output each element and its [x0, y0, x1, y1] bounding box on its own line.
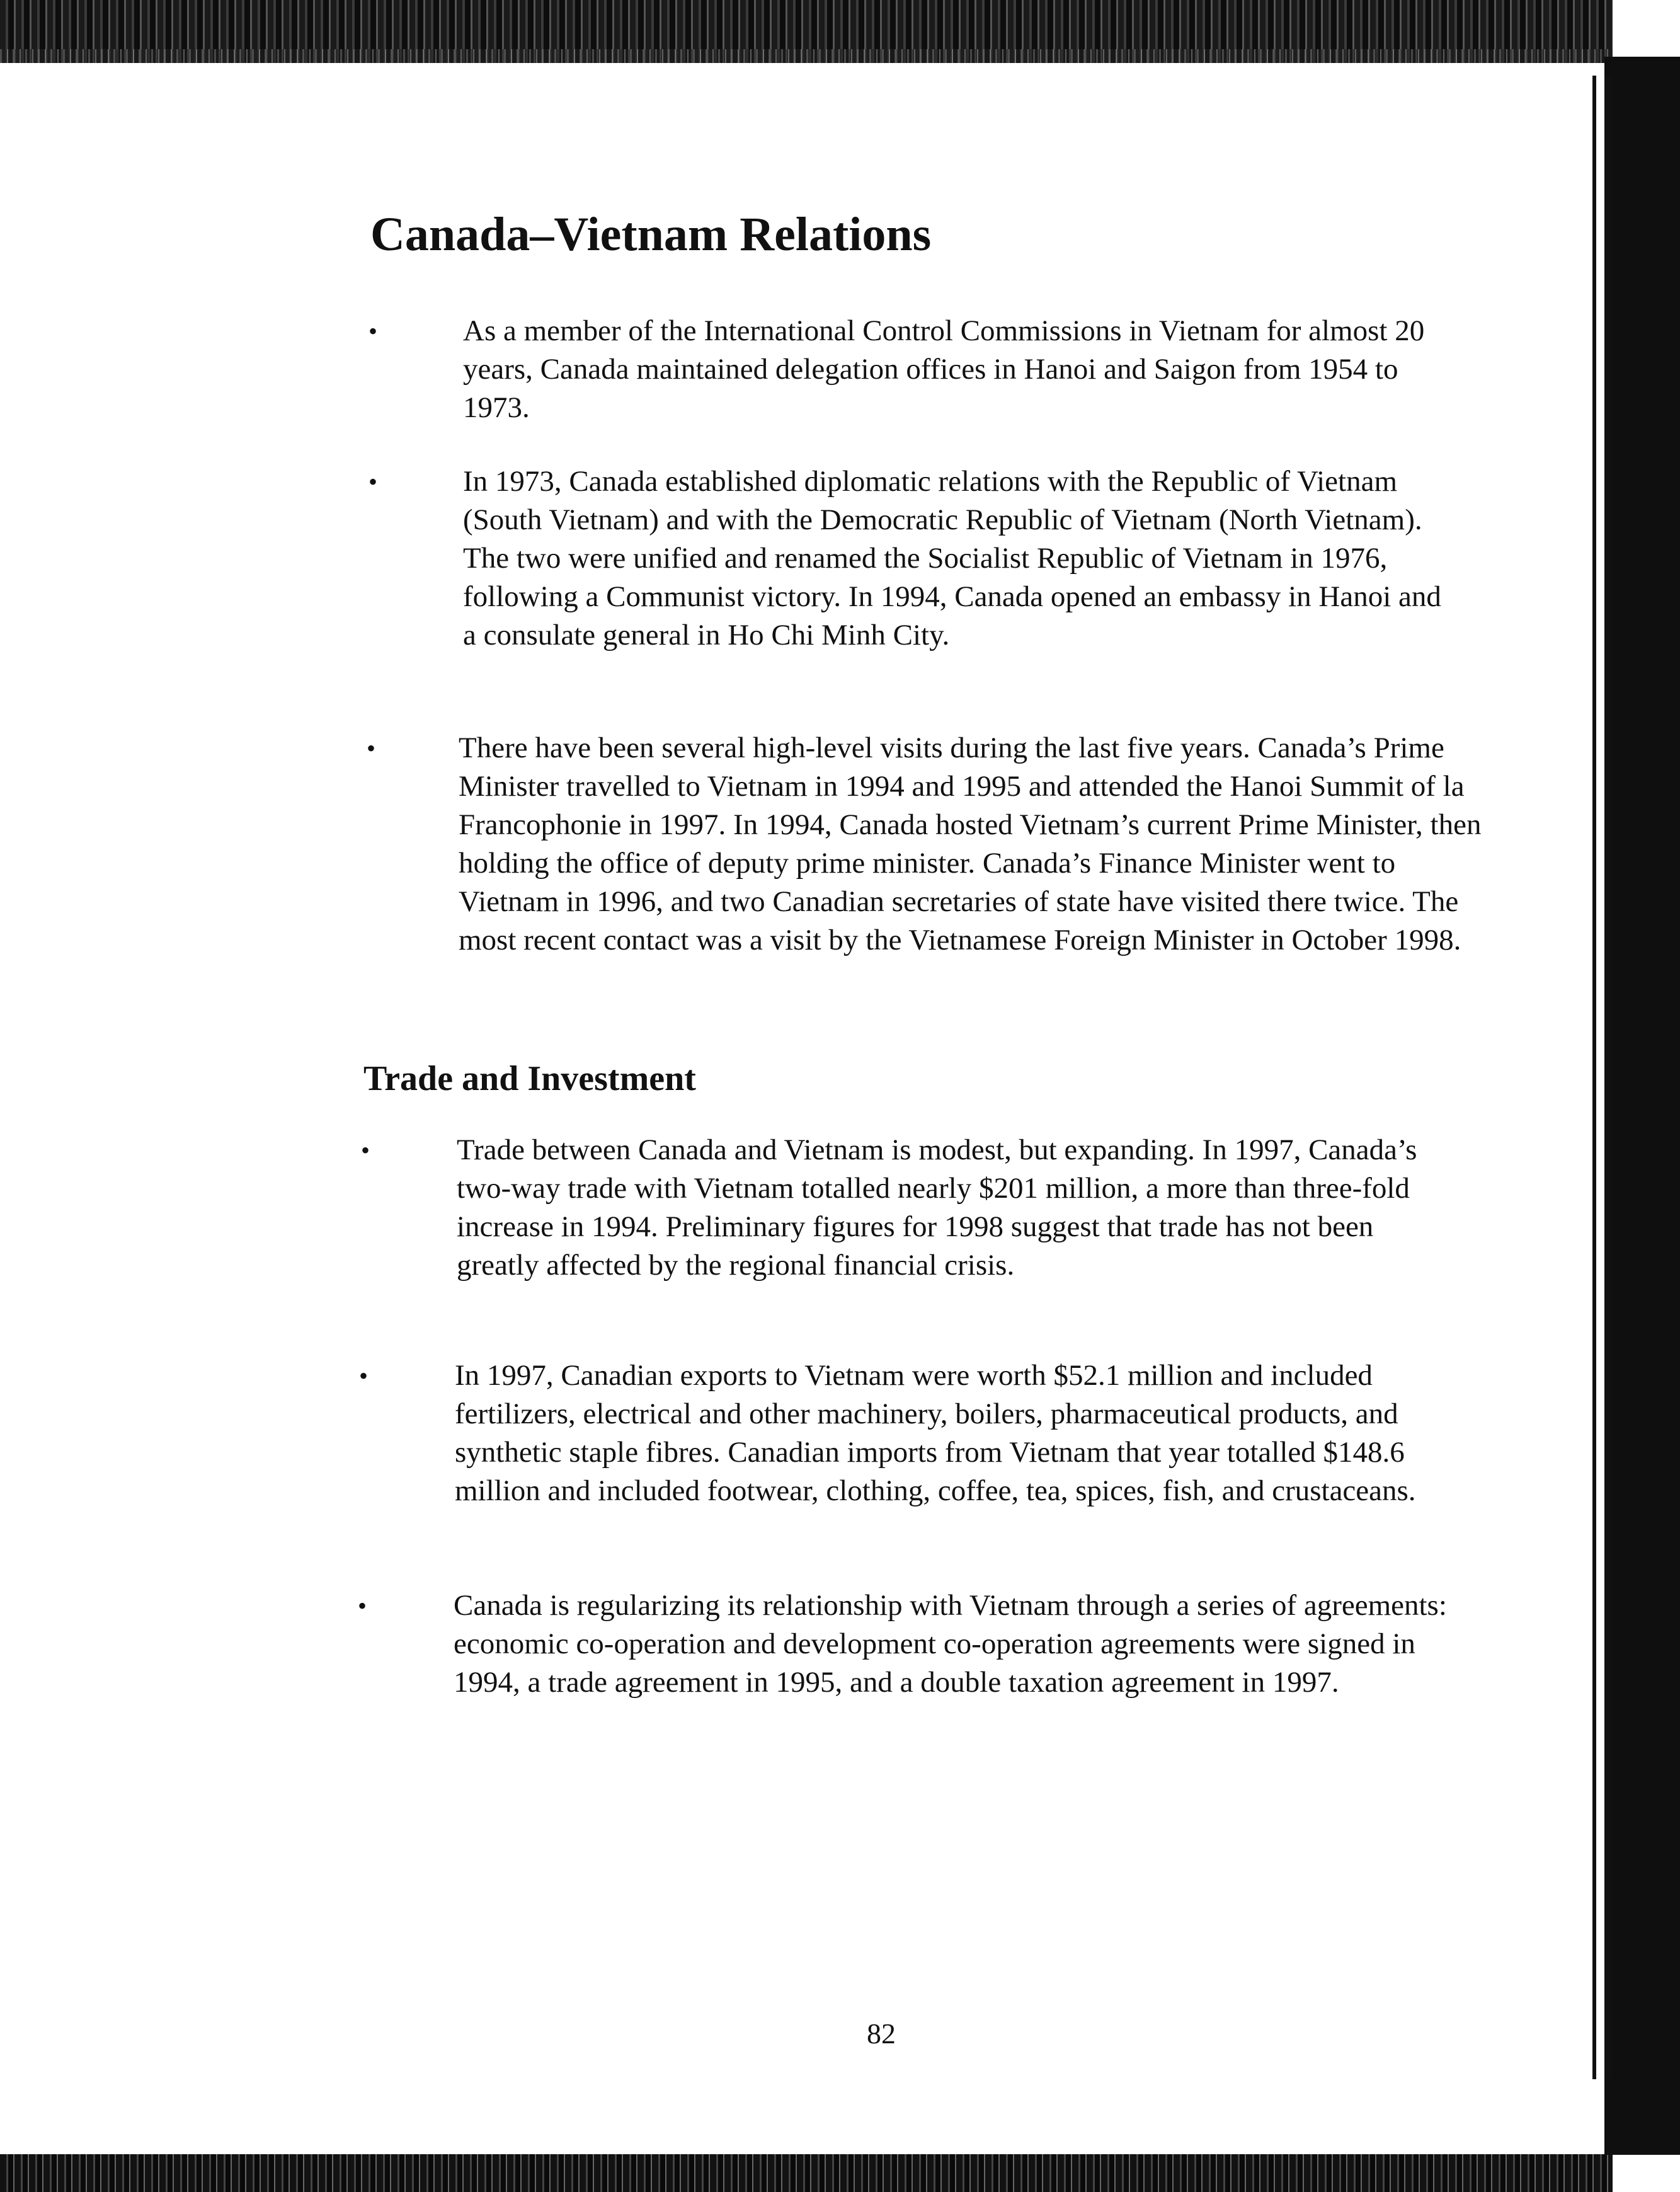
bullet-icon: • — [369, 317, 378, 345]
paragraph: In 1973, Canada established diplomatic relations with the Republic of Vietnam (South Vietnam) and with the Democratic Republic of Vietnam (North Vietnam). The two were unified and renamed the Socialist Republic of Vietnam in 1976, following a Communist victory. In 1994, Canada opened an embassy in Hanoi and a consulate general in Ho Chi Minh City. — [463, 465, 1441, 651]
page-number: 82 — [867, 2017, 896, 2050]
bullet-icon: • — [358, 1592, 367, 1620]
paragraph: Canada is regularizing its relationship with Vietnam through a series of agreements: economic co-operation and development co-operation agreements were signed in 1994, a trade agreement in 1995, and a double taxation agreement in 1997. — [454, 1589, 1447, 1699]
bullet-icon: • — [367, 734, 376, 762]
scan-border-top — [0, 0, 1613, 63]
paragraph: Trade between Canada and Vietnam is modest, but expanding. In 1997, Canada’s two-way trade with Vietnam totalled nearly $201 million, a more than three-fold increase in 1994. Preliminary figures for 1998 suggest that trade has not been greatly affected by the regional financial crisis. — [457, 1133, 1417, 1282]
bullet-icon: • — [369, 468, 378, 496]
scan-border-bottom — [0, 2154, 1613, 2192]
page-title: Canada–Vietnam Relations — [370, 208, 932, 261]
binding-line — [1592, 76, 1596, 2079]
bullet-icon: • — [359, 1362, 369, 1390]
paragraph: As a member of the International Control Commissions in Vietnam for almost 20 years, Canada maintained delegation offices in Hanoi and Saigon from 1954 to 1973. — [463, 314, 1425, 424]
scan-border-right — [1604, 57, 1680, 2155]
section-title: Trade and Investment — [363, 1059, 696, 1098]
binding-line — [1605, 76, 1611, 2079]
paragraph: There have been several high-level visits during the last five years. Canada’s Prime Minister travelled to Vietnam in 1994 and 1995 and attended the Hanoi Summit of la Francophonie in 1997. In 1994, Canada hosted Vietnam’s current Prime Minister, then holding the office of deputy prime minister. Canada’s Finance Minister went to Vietnam in 1996, and two Canadian secretaries of state have visited there twice. The most recent contact was a visit by the Vietnamese Foreign Minister in October 1998. — [459, 732, 1482, 956]
bullet-icon: • — [361, 1136, 370, 1164]
paragraph: In 1997, Canadian exports to Vietnam were worth $52.1 million and included fertilizers, electrical and other machinery, boilers, pharmaceutical products, and synthetic staple fibres. Canadian imports from Vietnam that year totalled $148.6 million and included footwear, clothing, coffee, tea, spices, fish, and crustaceans. — [455, 1359, 1416, 1507]
